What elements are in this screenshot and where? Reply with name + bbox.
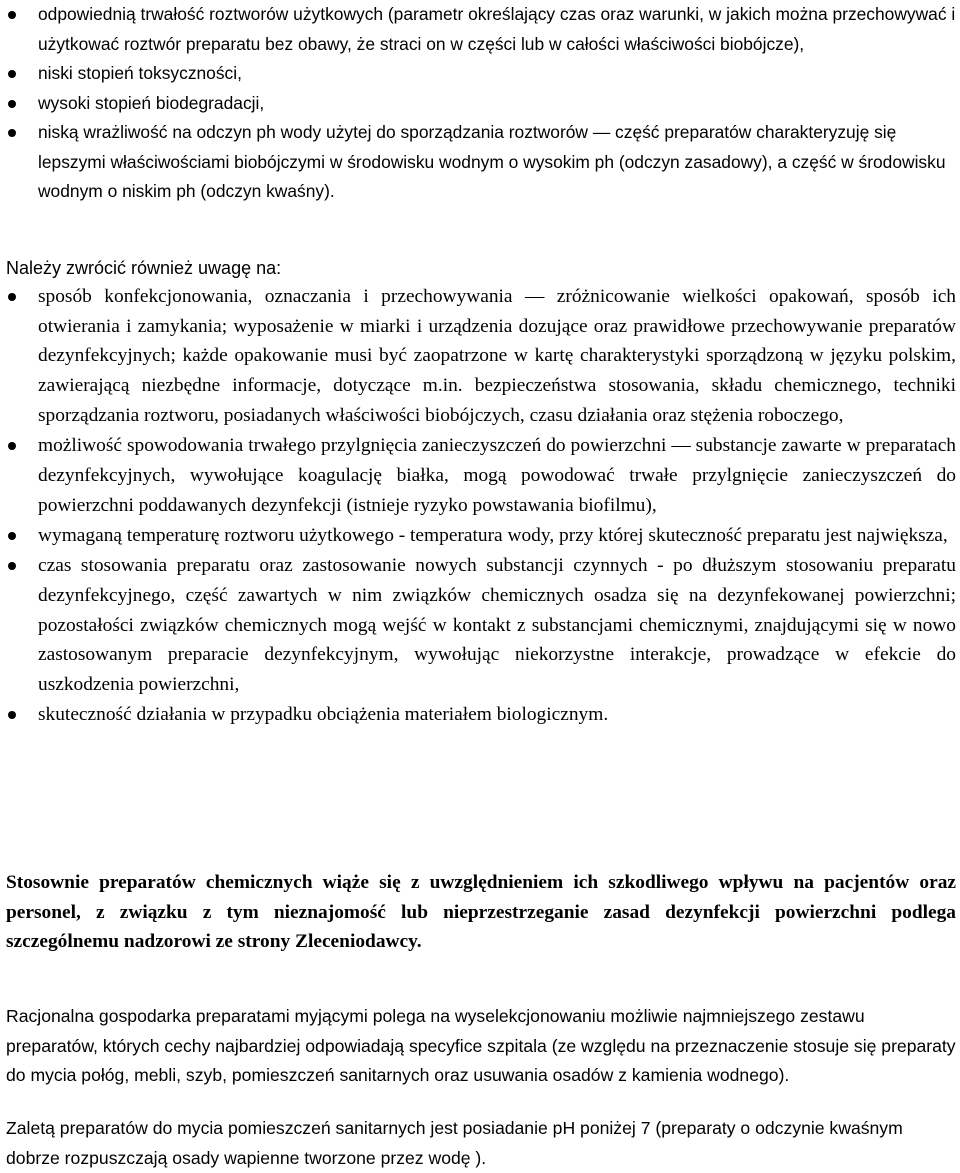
list-item: czas stosowania preparatu oraz zastosowanie nowych substancji czynnych - po dłuższym stosowaniu preparatu dezynfekcyjnego, część zawartych w nim związków chemicznych osadza się na dezynfekowanej powierzchni; pozostałości związków chemicznych mogą wejść w kontakt z substancjami chemicznymi, znajdującymi się w nowo zastosowanym preparacie dezynfekcyjnym, wywołując niekorzystne interakcje, prowadzące w efekcie do uszkodzenia powierzchni, (0, 551, 958, 700)
list-item: wymaganą temperaturę roztworu użytkowego - temperatura wody, przy której skuteczność preparatu jest największa, (0, 521, 958, 551)
list-item: odpowiednią trwałość roztworów użytkowych (parametr określający czas oraz warunki, w jakich można przechowywać i użytkować roztwór preparatu bez obawy, że straci on w części lub w całości właściwości biobójcze), (0, 0, 958, 59)
body-paragraph: Racjonalna gospodarka preparatami myjącymi polega na wyselekcjonowaniu możliwie najmniejszego zestawu preparatów, których cechy najbardziej odpowiadają specyfice szpitala (ze względu na przeznaczenie stosuje się preparaty do mycia połóg, mebli, szyb, pomieszczeń sanitarnych oraz usuwania osadów z kamienia wodnego). (6, 1006, 956, 1085)
section-heading: Należy zwrócić również uwagę na: (6, 258, 282, 278)
list-item: możliwość spowodowania trwałego przylgnięcia zanieczyszczeń do powierzchni — substancje zawarte w preparatach dezynfekcyjnych, wywołujące koagulację białka, mogą powodować trwałe przylgnięcie zanieczyszczeń do powierzchni poddawanych dezynfekcji (istnieje ryzyko powstawania biofilmu), (0, 431, 958, 520)
list-item: sposób konfekcjonowania, oznaczania i przechowywania — zróżnicowanie wielkości opakowań, sposób ich otwierania i zamykania; wyposażenie w miarki i urządzenia dozujące oraz prawidłowe przechowywanie preparatów dezynfekcyjnych; każde opakowanie musi być zaopatrzone w kartę charakterystyki sporządzoną w języku polskim, zawierającą niezbędne informacje, dotyczące m.in. bezpieczeństwa stosowania, składu chemicznego, techniki sporządzania roztworu, posiadanych właściwości biobójczych, czasu działania oraz stężenia roboczego, (0, 282, 958, 431)
considerations-list (0, 282, 958, 731)
list-item: niską wrażliwość na odczyn ph wody użytej do sporządzania roztworów — część preparatów charakteryzuję się lepszymi właściwościami biobójczymi w środowisku wodnym o wysokim ph (odczyn zasadowy), a część w środowisku wodnym o niskim ph (odczyn kwaśny). (0, 118, 958, 207)
body-paragraph: Zaletą preparatów do mycia pomieszczeń sanitarnych jest posiadanie pH poniżej 7 (preparaty o odczynie kwaśnym dobrze rozpuszczają osady wapienne tworzone przez wodę ). (6, 1118, 903, 1168)
list-item: niski stopień toksyczności, (0, 59, 958, 89)
list-item: wysoki stopień biodegradacji, (0, 89, 958, 119)
requirements-list (0, 0, 958, 207)
list-item: skuteczność działania w przypadku obciążenia materiałem biologicznym. (0, 700, 958, 730)
warning-paragraph: Stosownie preparatów chemicznych wiąże się z uwzględnieniem ich szkodliwego wpływu na pacjentów oraz personel, z związku z tym nieznajomość lub nieprzestrzeganie zasad dezynfekcji powierzchni podlega szczególnemu nadzorowi ze strony Zleceniodawcy. (6, 872, 956, 952)
